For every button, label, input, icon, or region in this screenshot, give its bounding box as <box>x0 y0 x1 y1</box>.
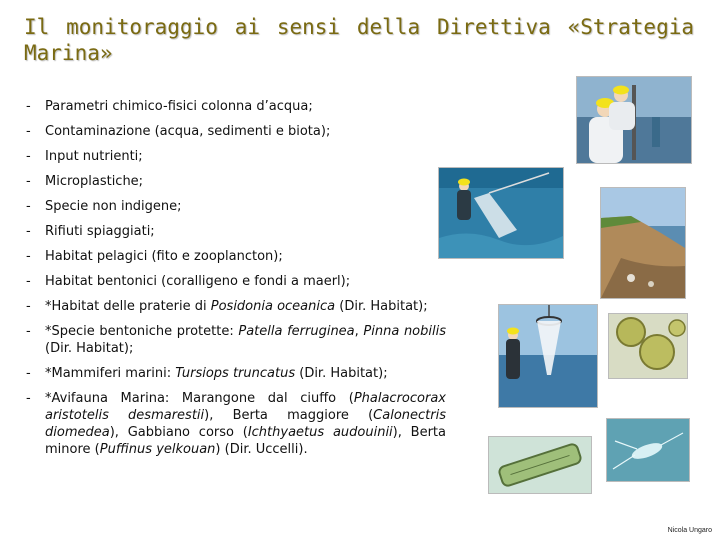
photo-net-at-sea <box>498 304 598 408</box>
list-item <box>26 323 446 357</box>
species-name: Ichthyaetus audouinii <box>247 425 393 440</box>
photo-sampling-workers-image <box>577 77 691 163</box>
bullet-dash: - <box>26 149 31 164</box>
species-name: Posidonia oceanica <box>210 299 336 314</box>
list-item-text: ), Gabbiano corso ( <box>109 425 248 440</box>
list-item <box>26 98 446 115</box>
photo-plankton-net <box>438 167 564 259</box>
list-item-text: (Dir. Habitat); <box>335 299 428 314</box>
list-item <box>26 390 446 458</box>
list-item <box>26 365 446 382</box>
list-item-text: Rifiuti spiaggiati; <box>45 224 155 239</box>
bullet-dash: - <box>26 274 31 289</box>
list-item-text: Specie non indigene; <box>45 199 182 214</box>
list-item-text: (Dir. Habitat); <box>295 366 388 381</box>
list-item-text: Input nutrienti; <box>45 149 143 164</box>
photo-plankton-net-image <box>439 168 563 258</box>
list-item-text: , <box>354 324 364 339</box>
bullet-dash: - <box>26 124 31 139</box>
list-item-text: Parametri chimico-fisici colonna d’acqua; <box>45 99 313 114</box>
photo-sampling-workers <box>576 76 692 164</box>
list-item-text: Habitat bentonici (coralligeno e fondi a maerl); <box>45 274 351 289</box>
list-item <box>26 148 446 165</box>
list-item-text: *Specie bentoniche protette: <box>45 324 239 339</box>
photo-phytoplankton-image <box>609 314 687 378</box>
species-name: Phalacrocorax aristotelis desmarestii <box>45 391 446 423</box>
photo-diatom <box>488 436 592 494</box>
photo-zooplankton-image <box>607 419 689 481</box>
monitoring-list <box>26 98 446 458</box>
list-item <box>26 248 446 265</box>
list-item <box>26 273 446 290</box>
list-item <box>26 198 446 215</box>
species-name: Calonectris diomedea <box>45 408 446 440</box>
species-name: Patella ferruginea <box>238 324 355 339</box>
list-item-text: *Mammiferi marini: <box>45 366 176 381</box>
bullet-dash: - <box>26 199 31 214</box>
list-item <box>26 298 446 315</box>
list-item-text: Habitat pelagici (fito e zooplancton); <box>45 249 283 264</box>
photo-coastline <box>600 187 686 299</box>
list-item <box>26 173 446 190</box>
bullet-dash: - <box>26 249 31 264</box>
list-item <box>26 123 446 140</box>
list-item-text: *Habitat delle praterie di <box>45 299 211 314</box>
list-item-text: *Avifauna Marina: Marangone dal ciuffo ( <box>45 391 354 406</box>
list-item <box>26 223 446 240</box>
photo-diatom-image <box>489 437 591 493</box>
bullet-dash: - <box>26 174 31 189</box>
bullet-dash: - <box>26 366 31 381</box>
photo-phytoplankton <box>608 313 688 379</box>
list-item-text: ), Berta minore ( <box>45 425 446 457</box>
list-item-text: ), Berta maggiore ( <box>204 408 374 423</box>
slide-title: Il monitoraggio ai sensi della Direttiva «Strategia Marina» <box>24 15 694 65</box>
photo-net-at-sea-image <box>499 305 597 407</box>
list-item-text: (Dir. Habitat); <box>45 341 134 356</box>
species-name: Pinna nobilis <box>363 324 446 339</box>
bullet-dash: - <box>26 391 31 406</box>
photo-coastline-image <box>601 188 685 298</box>
bullet-dash: - <box>26 324 31 339</box>
bullet-dash: - <box>26 224 31 239</box>
list-item-text: Contaminazione (acqua, sedimenti e biota); <box>45 124 331 139</box>
bullet-dash: - <box>26 299 31 314</box>
author-credit: Nicola Ungaro <box>667 527 712 534</box>
photo-zooplankton <box>606 418 690 482</box>
species-name: Puffinus yelkouan <box>99 442 216 457</box>
bullet-dash: - <box>26 99 31 114</box>
list-item-text: ) (Dir. Uccelli). <box>215 442 308 457</box>
species-name: Tursiops truncatus <box>175 366 296 381</box>
list-item-text: Microplastiche; <box>45 174 144 189</box>
